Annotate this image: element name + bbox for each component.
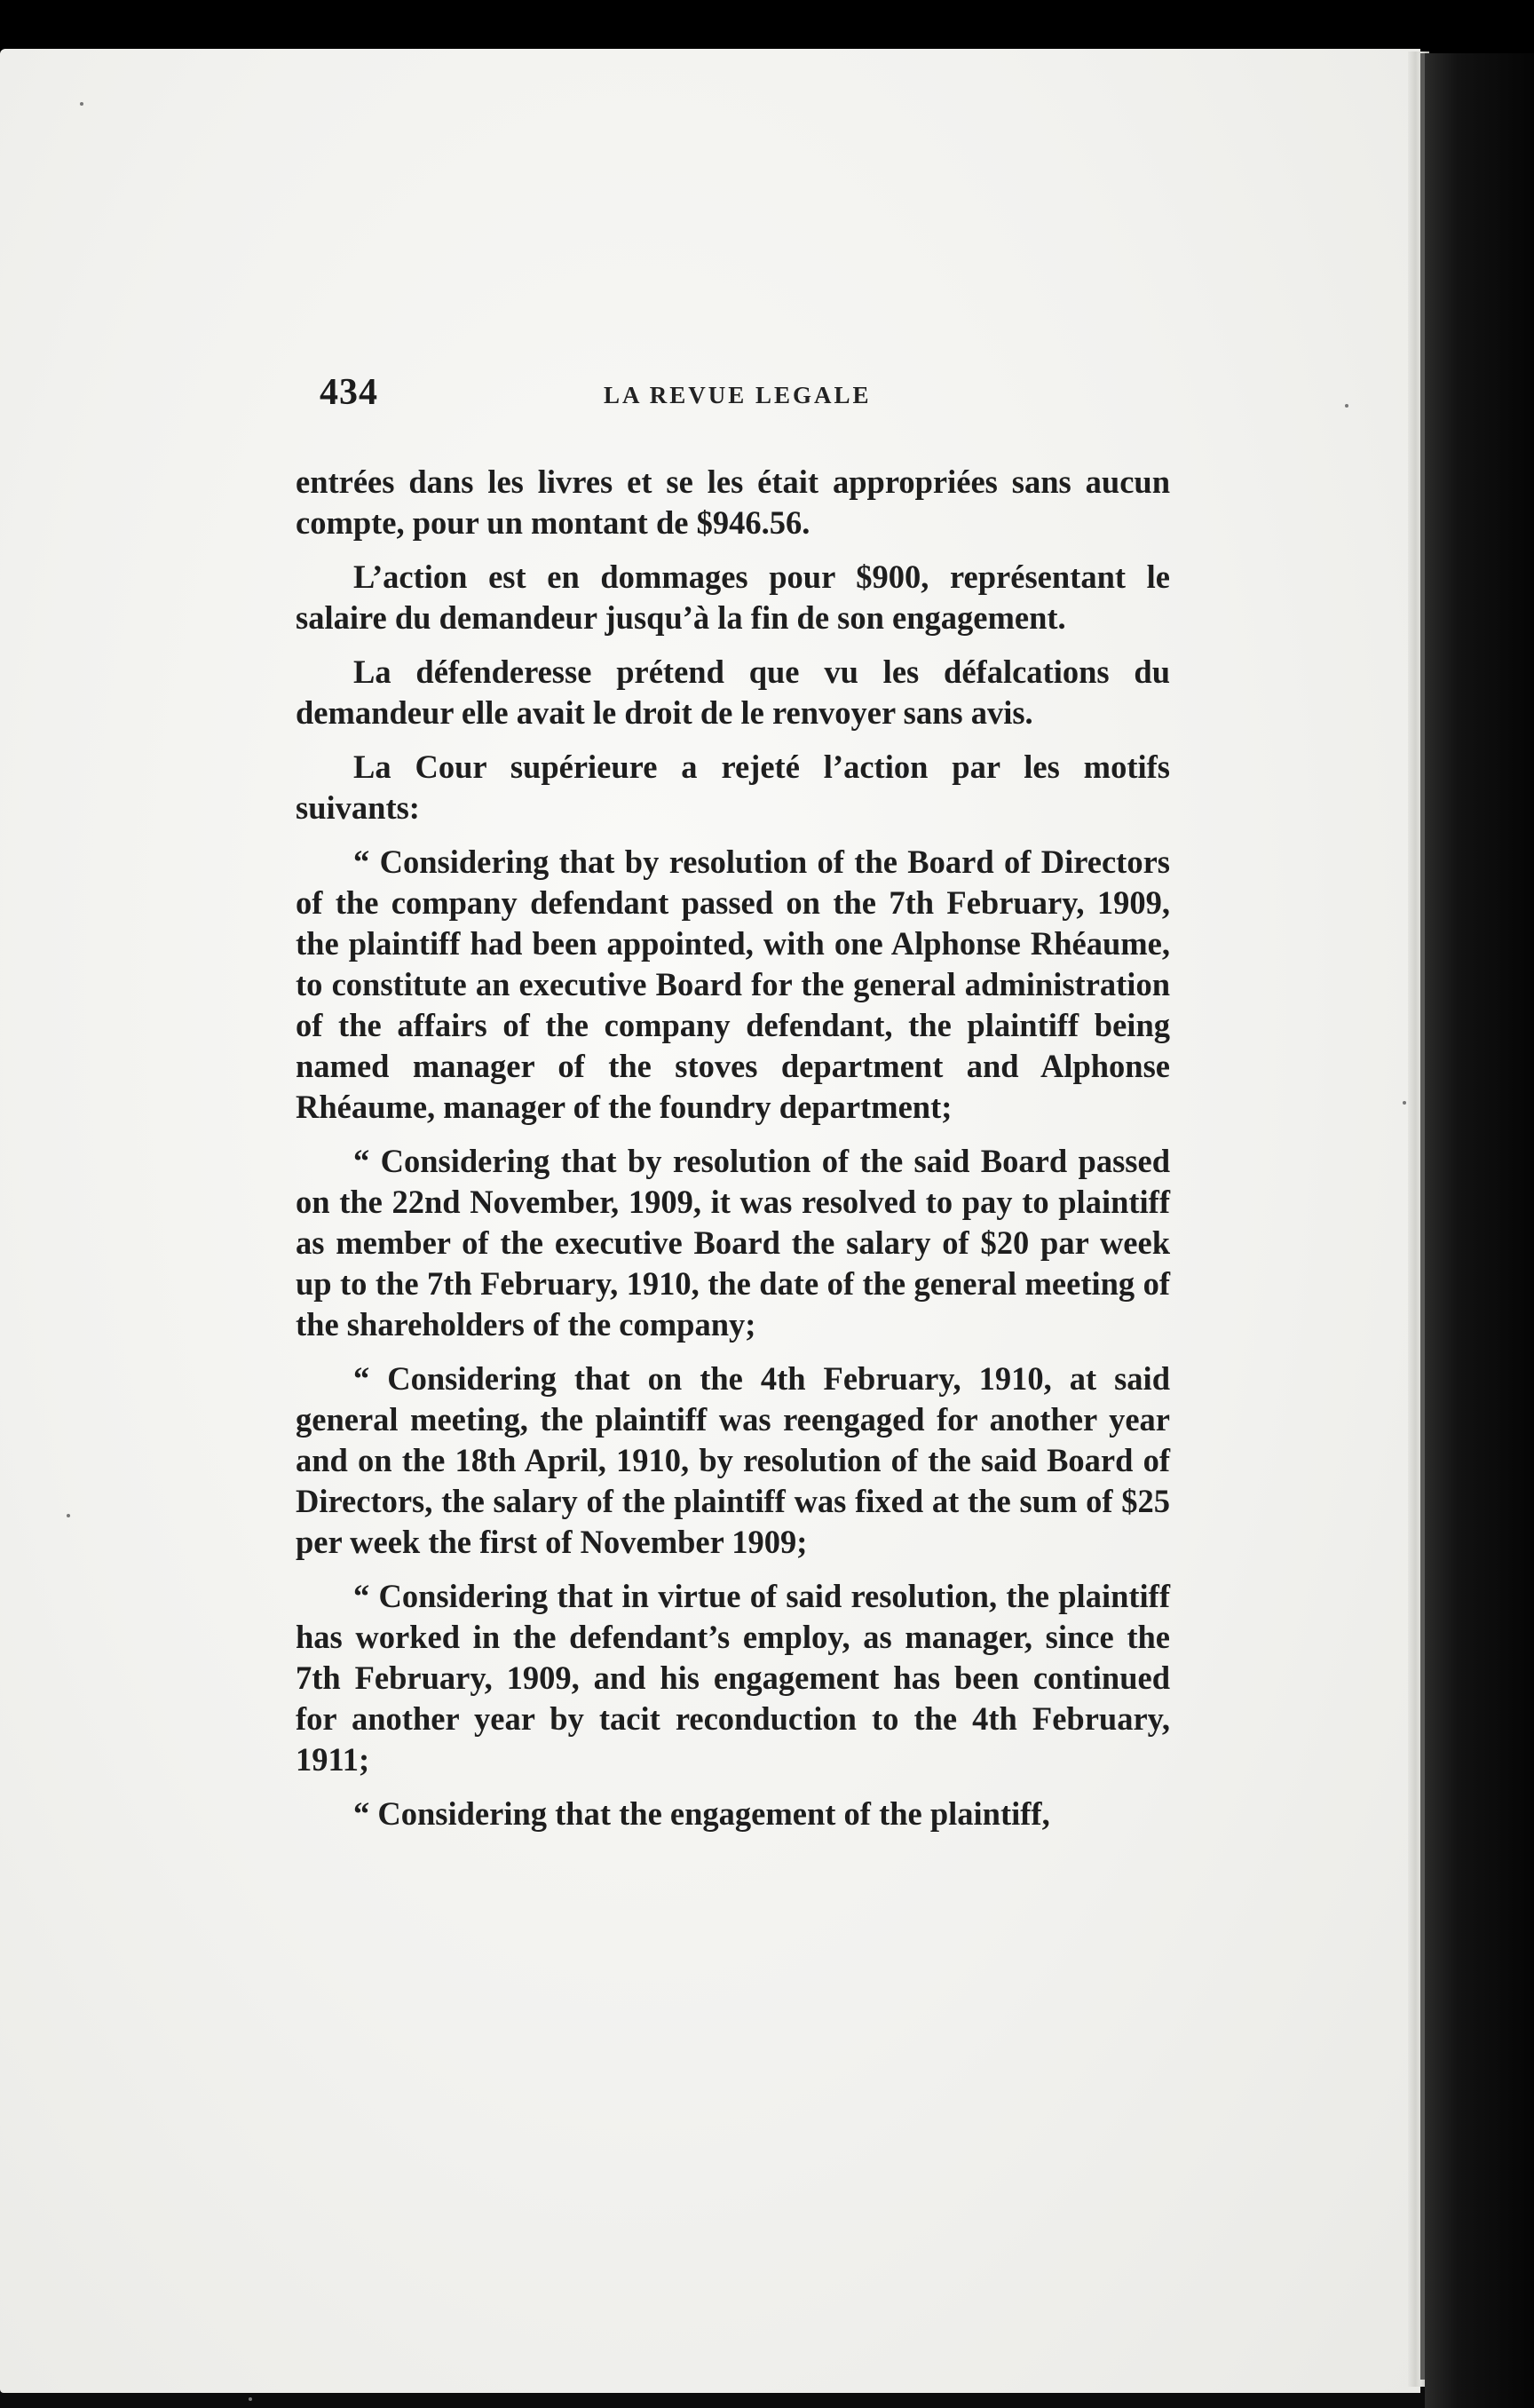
paragraph: “ Considering that in virtue of said resolution, the plaintiff has worked in the defendant’s employ, as manager, since the 7th February, 1909, and his engagement has been continued for another year by tacit reconduction to the 4th February, 1911;: [296, 1578, 1170, 1778]
scan-top-border: [0, 0, 1534, 53]
paper-speck: [67, 1514, 70, 1517]
body-text: [296, 462, 1170, 1848]
paper-speck: [1403, 1101, 1406, 1105]
scan-right-border: [1425, 53, 1534, 2408]
running-title: LA REVUE LEGALE: [604, 382, 872, 408]
paragraph: entrées dans les livres et se les était appropriées sans aucun compte, pour un montant de $946.56.: [296, 463, 1170, 541]
paragraph: La Cour supérieure a rejeté l’action par les motifs suivants:: [296, 749, 1170, 826]
paragraph: “ Considering that by resolution of the said Board passed on the 22nd November, 1909, it was resolved to pay to plaintiff as member of the executive Board the salary of $20 par week up to the 7th February, 1910, the date of the general meeting of the shareholders of the company;: [296, 1143, 1170, 1343]
paper-speck: [80, 102, 83, 106]
paragraph: L’action est en dommages pour $900, représentant le salaire du demandeur jusqu’à la fin de son engagement.: [296, 558, 1170, 636]
paragraph: “ Considering that on the 4th February, 1910, at said general meeting, the plaintiff was reengaged for another year and on the 18th April, 1910, by resolution of the said Board of Directors, the salary of the plaintiff was fixed at the sum of $25 per week the first of November 1909;: [296, 1360, 1170, 1560]
page-number: 434: [320, 372, 378, 413]
paragraph: “ Considering that by resolution of the Board of Directors of the company defendant passed on the 7th February, 1909, the plaintiff had been appointed, with one Alphonse Rhéaume, to constitute an executive Board for the general administration of the affairs of the company defendant, the plaintiff being named manager of the stoves department and Alphonse Rhéaume, manager of the foundry department;: [296, 844, 1170, 1125]
paper-speck: [249, 2397, 252, 2401]
page-header: [320, 371, 1163, 424]
paper-speck: [1345, 404, 1348, 408]
paragraph: “ Considering that the engagement of the plaintiff,: [353, 1795, 1050, 1832]
paragraph: La défenderesse prétend que vu les défalcations du demandeur elle avait le droit de le renvoyer sans avis.: [296, 653, 1170, 731]
